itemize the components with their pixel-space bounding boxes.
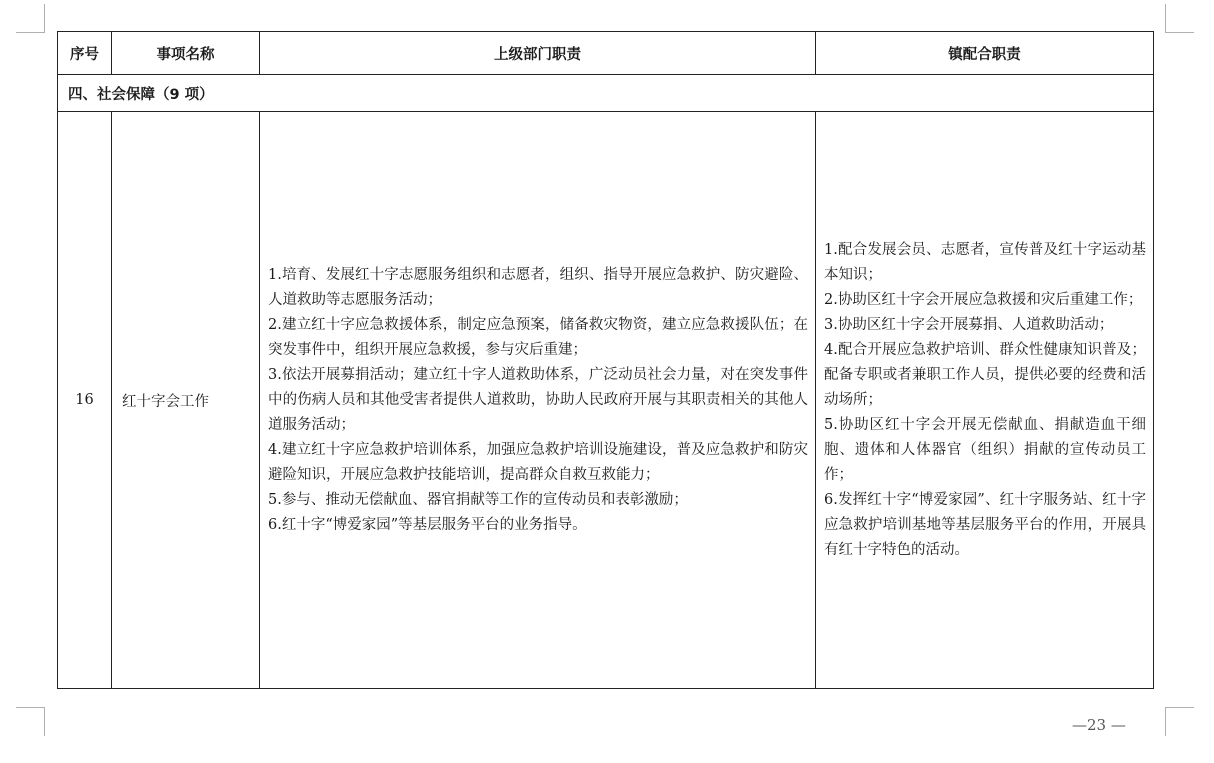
upper-duty-item: 4.建立红十字应急救护培训体系，加强应急救护培训设施建设，普及应急救护和防灾避险知识，开展应急救护技能培训，提高群众自救互救能力； xyxy=(268,441,808,483)
town-duty-item: 1.配合发展会员、志愿者，宣传普及红十字运动基本知识； xyxy=(824,241,1146,283)
town-duty-item: 2.协助区红十字会开展应急救援和灾后重建工作； xyxy=(824,291,1143,308)
town-duty-item: 6.发挥红十字“博爱家园”、红十字服务站、红十字应急救护培训基地等基层服务平台的作用，开展具有红十字特色的活动。 xyxy=(824,491,1146,558)
crop-mark-bottom-right xyxy=(1165,707,1194,736)
crop-mark-bottom-left xyxy=(16,707,45,736)
page-number: —23 — xyxy=(1072,716,1126,734)
row-number: 16 xyxy=(58,112,112,689)
crop-mark-top-right xyxy=(1165,4,1194,33)
town-duty-item: 5.协助区红十字会开展无偿献血、捐献造血干细胞、遗体和人体器官（组织）捐献的宣传动员工作； xyxy=(824,416,1146,483)
duty-table xyxy=(57,31,1154,689)
crop-mark-top-left xyxy=(16,4,45,33)
table-header-row xyxy=(58,32,1154,75)
upper-duty-item: 6.红十字“博爱家园”等基层服务平台的业务指导。 xyxy=(268,516,587,533)
town-duty-cell xyxy=(816,112,1154,689)
header-town-duty: 镇配合职责 xyxy=(816,32,1154,75)
table-row xyxy=(58,112,1154,689)
section-row xyxy=(58,75,1154,112)
upper-duty-item: 5.参与、推动无偿献血、器官捐献等工作的宣传动员和表彰激励； xyxy=(268,491,688,508)
upper-duty-item: 1.培育、发展红十字志愿服务组织和志愿者，组织、指导开展应急救护、防灾避险、人道救助等志愿服务活动； xyxy=(268,266,808,308)
header-no: 序号 xyxy=(58,32,112,75)
upper-duty-item: 2.建立红十字应急救援体系，制定应急预案，储备救灾物资，建立应急救援队伍；在突发事件中，组织开展应急救援，参与灾后重建； xyxy=(268,316,808,358)
header-item-name: 事项名称 xyxy=(112,32,260,75)
town-duty-item: 3.协助区红十字会开展募捐、人道救助活动； xyxy=(824,316,1114,333)
town-duty-item: 4.配合开展应急救护培训、群众性健康知识普及；配备专职或者兼职工作人员，提供必要的经费和活动场所； xyxy=(824,341,1146,408)
row-item-name: 红十字会工作 xyxy=(112,112,260,689)
section-title: 四、社会保障（9 项） xyxy=(58,75,1154,112)
header-upper-duty: 上级部门职责 xyxy=(260,32,816,75)
upper-duty-item: 3.依法开展募捐活动；建立红十字人道救助体系，广泛动员社会力量，对在突发事件中的伤病人员和其他受害者提供人道救助，协助人民政府开展与其职责相关的其他人道服务活动； xyxy=(268,366,808,433)
upper-duty-cell xyxy=(260,112,816,689)
